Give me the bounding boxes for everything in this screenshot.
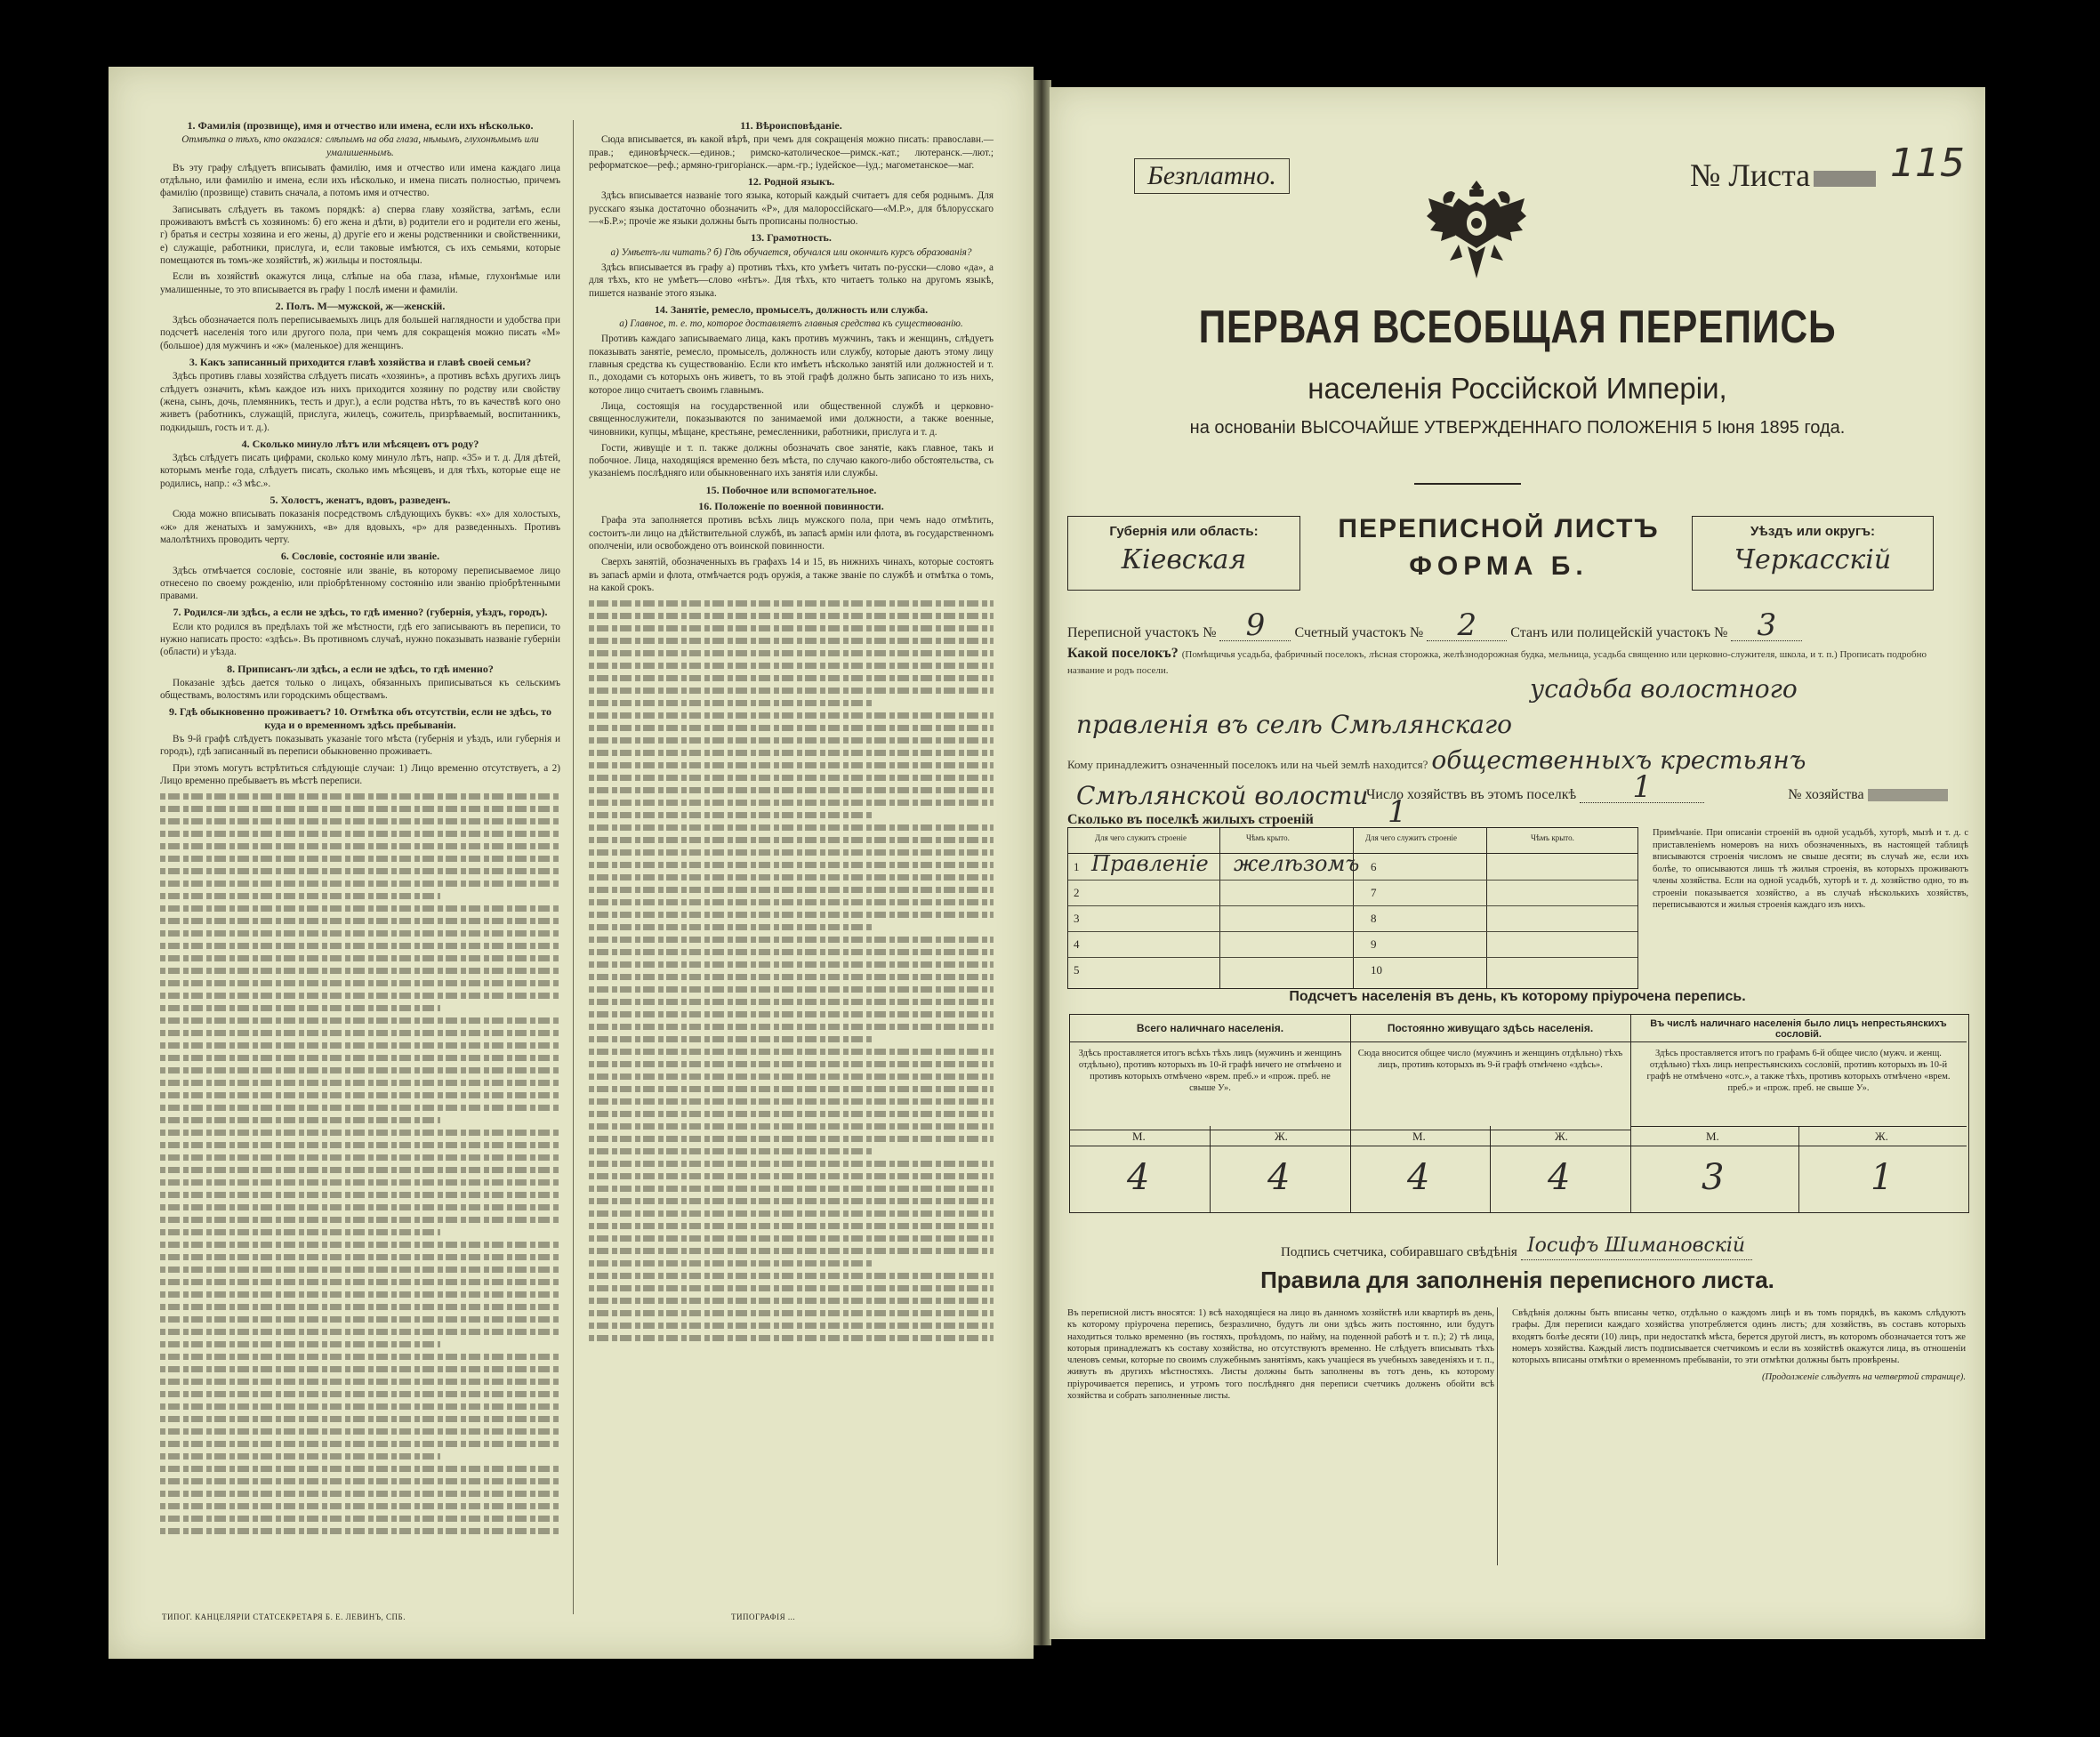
section-heading: 14. Занятіе, ремесло, промыселъ, должность или служба. — [654, 302, 929, 316]
instruction-paragraph: Здѣсь отмѣчается сословіе, состояніе или званіе, въ которому переписываемое лицо отнесено по своему рожденію, или пріобрѣтенному состоянію или званію пріобрѣтенными правами. — [160, 565, 560, 602]
form-title-line-1: ПЕРЕПИСНОЙ ЛИСТЪ — [1338, 514, 1660, 543]
table-row — [1353, 957, 1637, 983]
rules-divider — [1497, 1307, 1498, 1565]
buildings-value: 1 — [1317, 797, 1477, 828]
instruction-paragraph: Гости, живущіе и т. п. также должны обозначать свое занятіе, какъ главное, такъ и побочное. Лица, находящіяся временно безъ мѣста, по случаю какого-либо обстоятельства, съ указаніемъ послѣдняго или обыкновеннаго ихъ занятія или службы. — [589, 442, 994, 479]
form-title — [1316, 514, 1681, 582]
perepisnoi-value: 9 — [1219, 610, 1291, 641]
section-heading: 13. Грамотность. — [751, 231, 832, 245]
population-col-non-peasant — [1630, 1015, 1967, 1212]
buildings-remark: Примѣчаніе. При описаніи строеній въ одной усадьбѣ, хуторѣ, мызѣ и т. д. с приставленіемъ номеровъ на нихъ обозначенныхъ, въ настоящей таблицѣ вписываются строенія числомъ не свыше десяти; въ случаѣ же, если ихъ болѣе, то описываются лишь тѣ жилыя строенія, въ которыхъ проживаютъ члены хозяйства. Если на одной усадьбѣ, хуторѣ и т. д. хозяйство одно, то въ строеніи показывается хозяйство, а въ случаѣ нѣсколькихъ хозяйствъ, переписываются и жилыя строенія каждаго изъ нихъ. — [1653, 828, 1968, 910]
household-no-redaction — [1868, 789, 1948, 801]
owner-value-1: общественныхъ крестьянъ — [1431, 745, 1806, 775]
section-heading: 3. Какъ записанный приходится главѣ хозяйства и главѣ своей семьи? — [189, 356, 532, 369]
col-head: Въ числѣ наличнаго населенія было лицъ непрестьянскихъ сословій. — [1630, 1015, 1967, 1042]
left-page-instructions — [109, 67, 1034, 1659]
poselok-note: (Помѣщичья усадьба, фабричный поселокъ, лѣсная сторожка, желѣзнодорожная будка, мельница, усадьба священно или церковно-служителя, школа, и т. п.) Прописать подробно название и родъ посели. — [1067, 649, 1927, 676]
district-numbers-row — [1067, 607, 1802, 643]
table-row — [1353, 880, 1637, 906]
row-number: 7 — [1371, 886, 1377, 899]
title-rule — [1414, 483, 1521, 485]
instructions-column-1 — [160, 116, 560, 1540]
female-label: Ж. — [1875, 1130, 1888, 1143]
table-row — [1068, 931, 1353, 958]
sheet-number-label: № Листа — [1690, 157, 1811, 193]
buildings-table — [1067, 827, 1638, 989]
male-label: М. — [1706, 1130, 1719, 1143]
non-peasant-female-value: 1 — [1871, 1157, 1894, 1198]
row-number: 5 — [1074, 963, 1080, 977]
col-desc: Здѣсь проставляется итогъ по графамъ 6-й общее число (мужч. и женщ. отдѣльно) тѣхъ лицъ непрестьянскихъ сословій, противъ которыхъ въ 10-й графѣ не отмѣчено «отс.», а также тѣхъ, противъ которыхъ отмѣчено «врем. преб.» и «прож. преб. не свыше У». — [1630, 1042, 1967, 1127]
row-number: 3 — [1074, 912, 1080, 925]
col-desc: Здѣсь проставляется итогъ всѣхъ тѣхъ лицъ (мужчинъ и женщинъ отдѣльно), противъ которыхъ въ 10-й графѣ ничего не отмѣчено и противъ которыхъ отмѣчено «врем. преб.» и «прож. преб. не свыше У». — [1070, 1042, 1350, 1130]
instruction-paragraph: Здѣсь обозначается полъ переписываемыхъ лицъ для большей наглядности и удобства при подсчетѣ населенія того или другого пола, при чемъ для сокращенія можно писать «М» (большое) для мужчинъ и «ж» (маленькое) для женщинъ. — [160, 315, 560, 351]
table-row — [1068, 957, 1353, 983]
poselok-value-2 — [1076, 712, 1512, 738]
poselok-handwritten-2: правленія въ селѣ Смѣлянскаго — [1076, 710, 1512, 739]
census-decree-line: на основаніи ВЫСОЧАЙШЕ УТВЕРЖДЕННАГО ПОЛОЖЕНІЯ 5 Іюня 1895 года. — [1189, 418, 1846, 438]
population-table — [1069, 1014, 1969, 1213]
instruction-paragraph: Здѣсь противъ главы хозяйства слѣдуетъ писать «хозяинъ», а противъ всѣхъ другихъ лицъ слѣдуетъ означить, кѣмъ каждое изъ нихъ приходится хозяину по родству или свойству (жена, сынъ, дочь, племянникъ, тесть и друг.), а если родства нѣтъ, то въ качествѣ кого оно живетъ (работникъ, служащій, прислуга, жилецъ, сожитель, призрѣваемый, воспитанникъ, подкидышъ, гость и т. д.). — [160, 371, 560, 433]
instruction-paragraph: Сюда вписывается, въ какой вѣрѣ, при чемъ для сокращенія можно писать: православн.—прав.; единовѣрческ.—единов.; римско-католическое—римск.-кат.; лютеранск.—лют.; реформатское—реф.; армяно-григоріанск.—арм.-гр.; іудейское—іуд.; магометанское—маг. — [589, 134, 994, 171]
instruction-paragraph: Сверхъ занятій, обозначенныхъ въ графахъ 14 и 15, въ нижнихъ чинахъ, которые состоятъ въ запасѣ арміи и флота, отмѣчается родъ оружія, а также званіе по службѣ и отмѣтка о томъ, на какой срокъ. — [589, 557, 994, 593]
sheet-number — [1690, 157, 1876, 194]
section-heading: 9. Гдѣ обыкновенно проживаетъ? 10. Отмѣтка объ отсутствіи, если не здѣсь, то куда и о временномъ здѣсь пребываніи. — [168, 705, 552, 731]
owner-value-2: Смѣлянской волости — [1076, 781, 1369, 810]
counter-signature: Іосифъ Шимановскій — [1521, 1233, 1752, 1260]
instruction-paragraph: Въ эту графу слѣдуетъ вписывать фамилію, имя и отчество или имена каждаго лица отдѣльно, или фамилію и имена, если ихъ нѣсколько, и имена писать полностью, причемъ фамилію (прозвище) ставить сначала, а потомъ имя и отчество. — [160, 162, 560, 199]
section-heading: 15. Побочное или вспомогательное. — [705, 483, 877, 496]
rules-title: Правила для заполненія переписного листа. — [1260, 1267, 1774, 1293]
instruction-paragraph: Лица, состоящія на государственной или общественной службѣ и церковно-священнослужители, показываются по занимаемой ими должности, а также военные, чиновники, купцы, мѣщане, крестьяне, ремесленники, работники, прислуга и т. д. — [589, 400, 994, 438]
households-value: 1 — [1580, 772, 1704, 803]
counter-signature-row — [1281, 1233, 1752, 1260]
instruction-paragraph: Графа эта заполняется противъ всѣхъ лицъ мужского пола, при чемъ надо отмѣтить, состоитъ-ли лицо на дѣйствительной службѣ, въ запасѣ армін или флота, въ государственномъ ополченіи, или освобождено отъ воинской повинности. — [589, 515, 994, 551]
owner-label: Кому принадлежитъ означенный поселокъ или на чьей землѣ находится? — [1067, 758, 1428, 771]
section-subheading: Отмѣтка о тѣхъ, кто оказался: слѣпымъ на оба глаза, нѣмымъ, глухонѣмымъ или умалишеннымъ. — [181, 134, 539, 158]
section-heading: 4. Сколько минуло лѣтъ или мѣсяцевъ отъ роду? — [241, 437, 479, 450]
instruction-paragraph: Записывать слѣдуетъ въ такомъ порядкѣ: а) сперва главу хозяйства, затѣмъ, если проживаютъ вмѣстѣ съ хозяиномъ: б) его жена и дѣти, в) родители его и родители его жены, г) братья и сестры хозяина и его жены, д) другіе его и жены родственники и свойственники, е) служащіе, работники, прислуга, и, если таковые имѣются, съ ихъ семьями, которые помещаются въ томъ-же хозяйствѣ, ж) жильцы и постояльцы. — [160, 204, 560, 266]
archive-number: 115 — [1890, 141, 1965, 186]
row-number: 8 — [1371, 912, 1377, 925]
free-label: Безплатно. — [1134, 158, 1290, 194]
table-row — [1068, 905, 1353, 932]
col-desc: Сюда вносится общее число (мужчинъ и женщинъ отдѣльно) тѣхъ лицъ, противъ которыхъ въ 9-й графѣ отмѣчено «здѣсь». — [1350, 1042, 1630, 1130]
owner-row — [1067, 747, 1806, 774]
poselok-row — [1067, 646, 1966, 678]
section-heading: 2. Полъ. М—мужской, ж—женскій. — [275, 299, 446, 312]
section-heading: 12. Родной языкъ. — [747, 175, 835, 189]
instruction-paragraph: Показаніе здѣсь дается только о лицахъ, обязанныхъ приписываться къ сельскимъ обществамъ, волостямъ или городскимъ обществамъ. — [160, 677, 560, 702]
census-title: ПЕРВАЯ ВСЕОБЩАЯ ПЕРЕПИСЬ — [1198, 302, 1837, 353]
poselok-label: Какой поселокъ? — [1067, 646, 1179, 661]
uezd-value: Черкасскій — [1734, 544, 1892, 575]
stan-label: Станъ или полицейскій участокъ № — [1510, 625, 1728, 640]
uezd-box — [1692, 516, 1934, 591]
row-number: 9 — [1371, 937, 1377, 951]
male-label: М. — [1132, 1130, 1146, 1143]
row-number: 10 — [1371, 963, 1382, 977]
instruction-paragraph: Если кто родился въ предѣлахъ той же мѣстности, гдѣ его записываютъ въ переписи, то нужно написать просто: «здѣсь». Въ противномъ случаѣ, нужно показывать названіе губерніи (области) и уѣзда. — [160, 621, 560, 658]
bld-head-purpose: Для чего служитъ строеніе — [1095, 833, 1187, 842]
col-head: Постоянно живущаго здѣсь населенія. — [1350, 1015, 1630, 1042]
female-label: Ж. — [1555, 1130, 1568, 1143]
redaction-mark — [1814, 171, 1876, 187]
schetny-value: 2 — [1427, 610, 1507, 641]
population-col-total — [1070, 1015, 1351, 1212]
instruction-paragraph: Здѣсь вписывается названіе того языка, который каждый считаетъ для себя роднымъ. Для русскаго языка достаточно обозначить «Р», для малороссійскаго—«М.Р.», для бѣлорусскаго—«Б.Р.»; прочіе же языки должны быть прописаны полностью. — [589, 190, 994, 228]
building-roof: желѣзомъ — [1234, 851, 1360, 876]
row-number: 2 — [1074, 886, 1080, 899]
section-heading: 8. Приписанъ-ли здѣсь, а если не здѣсь, то гдѣ именно? — [227, 662, 494, 675]
printer-footer-right: ТИПОГРАФІЯ ... — [731, 1612, 796, 1621]
gubernia-label: Губернія или область: — [1109, 524, 1259, 539]
instruction-paragraph: При этомъ могутъ встрѣтиться слѣдующіе случаи: 1) Лицо временно отсутствуетъ, а 2) Лицо временно пребываетъ въ мѣстѣ переписи. — [160, 762, 560, 786]
buildings-label: Сколько въ поселкѣ жилыхъ строеній — [1067, 812, 1314, 827]
table-row — [1068, 851, 1360, 881]
section-heading: 6. Сословіе, состояніе или званіе. — [280, 550, 440, 563]
rules-column-right — [1512, 1307, 1966, 1384]
book-spine — [1032, 80, 1051, 1645]
row-number: 1 — [1074, 860, 1080, 873]
row-number: 6 — [1371, 860, 1377, 873]
instruction-paragraph: Здѣсь слѣдуетъ писать цифрами, сколько кому минуло лѣтъ, напр. «35» и т. д. Для дѣтей, которымъ менѣе года, слѣдуетъ писать, сколько имъ мѣсяцевъ, и для тѣхъ, которые еще не родились, напр.: «3 мѣс.». — [160, 453, 560, 489]
right-page-census-form — [1050, 87, 1985, 1639]
section-subheading: а) Главное, т. е. то, которое доставляетъ главныя средства къ существованію. — [619, 318, 963, 330]
table-row — [1353, 931, 1637, 958]
dense-print-filler — [589, 600, 994, 1341]
households-label: Число хозяйствъ въ этомъ поселкѣ — [1366, 787, 1577, 802]
permanent-female-value: 4 — [1548, 1157, 1571, 1198]
buildings-table-left — [1068, 828, 1360, 988]
poselok-handwritten-1: усадьба волостного — [1530, 674, 1798, 704]
form-title-line-2: ФОРМА Б. — [1409, 551, 1589, 581]
col-head: Всего наличнаго населенія. — [1070, 1015, 1350, 1042]
section-heading: 16. Положеніе по военной повинности. — [698, 500, 884, 513]
bld-head-roof-2: Чѣмъ крыто. — [1531, 833, 1574, 842]
stan-value: 3 — [1731, 610, 1802, 641]
male-label: М. — [1412, 1130, 1426, 1143]
instruction-paragraph: Въ 9-й графѣ слѣдуетъ показывать указаніе того мѣста (губернія и уѣздъ, или губернія и городъ), гдѣ записанный въ переписи обыкновенно проживаетъ. — [160, 734, 560, 758]
instructions-column-2 — [589, 116, 994, 1347]
rules-footnote: (Продолженіе слѣдуетъ на четвертой странице). — [1761, 1372, 1966, 1383]
double-headed-eagle-icon — [1423, 172, 1530, 287]
population-col-permanent — [1350, 1015, 1631, 1212]
section-subheading: а) Умѣетъ-ли читать? б) Гдѣ обучается, обучался или окончилъ курсъ образованія? — [610, 246, 972, 258]
permanent-male-value: 4 — [1407, 1157, 1430, 1198]
column-divider — [573, 120, 574, 1614]
bld-head-roof: Чѣмъ крыто. — [1246, 833, 1290, 842]
table-row — [1068, 880, 1353, 906]
census-subtitle: населенія Россійской Имперіи, — [1307, 372, 1727, 405]
perepisnoi-label: Переписной участокъ № — [1067, 625, 1217, 640]
table-row — [1353, 905, 1637, 932]
buildings-table-right — [1353, 828, 1637, 988]
dense-print-filler — [160, 793, 560, 1534]
section-heading: 7. Родился-ли здѣсь, а если не здѣсь, то гдѣ именно? (губернія, уѣздъ, городъ). — [173, 606, 548, 619]
rules-right-text: Свѣдѣнія должны быть вписаны четко, отдѣльно о каждомъ лицѣ и въ томъ порядкѣ, въ какомъ слѣдуютъ графы. Для переписи каждаго хозяйства употребляется одинъ листъ; для хозяйствъ, въ составъ которыхъ входятъ болѣе десяти (10) лицъ, при недостаткѣ мѣста, берется другой листъ, въ которомъ обозначается тотъ же номеръ хозяйства. Каждый листъ подписывается счетчикомъ и если въ хозяйствѣ окажутся лица, въ отношеніи которыхъ вписаны отмѣтки о временномъ пребываніи, то эти отмѣтки должны быть провѣрены. — [1512, 1308, 1966, 1366]
instruction-paragraph: Сюда можно вписывать показанія посредствомъ слѣдующихъ буквъ: «х» для холостыхъ, «ж» для женатыхъ и замужнихъ, «в» для вдовыхъ, «р» для разведенныхъ. Противъ малолѣтнихъ проводить черту. — [160, 509, 560, 545]
schetny-label: Счетный участокъ № — [1294, 625, 1424, 640]
table-row — [1353, 854, 1637, 881]
section-heading: 11. Вѣроисповѣданіе. — [740, 119, 842, 132]
signature-label: Подпись счетчика, собиравшаго свѣдѣнія — [1281, 1245, 1517, 1259]
gubernia-value: Кіевская — [1121, 544, 1247, 575]
row-number: 4 — [1074, 937, 1080, 951]
section-heading: 5. Холостъ, женатъ, вдовъ, разведенъ. — [270, 494, 451, 507]
rules-column-left: Въ переписной листъ вносятся: 1) всѣ находящіеся на лицо въ данномъ хозяйствѣ или квартирѣ въ день, къ которому пріурочена перепись, безразлично, будутъ ли они здѣсь жить постоянно, или будутъ находиться только временно (въ гостяхъ, проѣздомъ, по найму, на поденной работѣ и т. п.); 2) тѣ лица, которыя принадлежатъ къ составу хозяйства, но отсутствуютъ временно. Не слѣдуетъ вписывать тѣхъ членовъ семьи, которые по своимъ служебнымъ занятіямъ, какъ учащіеся въ учебныхъ заведеніяхъ и т. п., живутъ въ другихъ мѣстностяхъ. Листы должны быть заполнены въ тотъ день, къ которому пріурочивается перепись, и утромъ того послѣдняго дня переписи счетчикъ долженъ обойти всѣ хозяйства и собрать заполненные листы. — [1067, 1308, 1494, 1402]
total-female-value: 4 — [1267, 1157, 1291, 1198]
instruction-paragraph: Если въ хозяйствѣ окажутся лица, слѣпые на оба глаза, нѣмые, глухонѣмые или умалишенные, то это вписывается въ графу 1 послѣ имени и фамиліи. — [160, 271, 560, 295]
poselok-value-1 — [1530, 676, 1798, 703]
female-label: Ж. — [1275, 1130, 1288, 1143]
section-heading: 1. Фамилія (прозвище), имя и отчество или имена, если ихъ нѣсколько. — [187, 119, 534, 132]
total-male-value: 4 — [1127, 1157, 1150, 1198]
instruction-paragraph: Здѣсь вписывается въ графу а) противъ тѣхъ, кто умѣетъ читать по-русски—слово «да», а для тѣхъ, кто не умѣетъ—слово «нѣтъ». Для тѣхъ, кто читаетъ только на другомъ языкѣ, пишется названіе этого языка. — [589, 261, 994, 299]
population-count-title: Подсчетъ населенія въ день, къ которому пріурочена перепись. — [1289, 989, 1746, 1004]
gubernia-box — [1067, 516, 1300, 591]
household-no-label: № хозяйства — [1788, 787, 1864, 802]
printer-footer-left: ТИПОГ. КАНЦЕЛЯРІИ СТАТСЕКРЕТАРЯ Б. Е. ЛЕВИНЪ, СПБ. — [162, 1612, 406, 1621]
uezd-label: Уѣздъ или округъ: — [1750, 524, 1876, 539]
building-purpose: Правленіе — [1091, 851, 1209, 876]
bld-head-purpose-2: Для чего служитъ строеніе — [1365, 833, 1457, 842]
instruction-paragraph: Противъ каждаго записываемаго лица, какъ противъ мужчинъ, такъ и женщинъ, слѣдуетъ показывать занятіе, ремесло, промыселъ, должность или службу, которые даютъ этому лицу главныя средства къ существованію. Если кто имѣетъ нѣсколько занятій или должностей и т. п., доходами съ которыхъ онъ живетъ, то въ этой графѣ должно быть записано то изъ нихъ, которое лицо считаетъ своимъ главнымъ. — [589, 334, 994, 396]
non-peasant-male-value: 3 — [1702, 1157, 1725, 1198]
